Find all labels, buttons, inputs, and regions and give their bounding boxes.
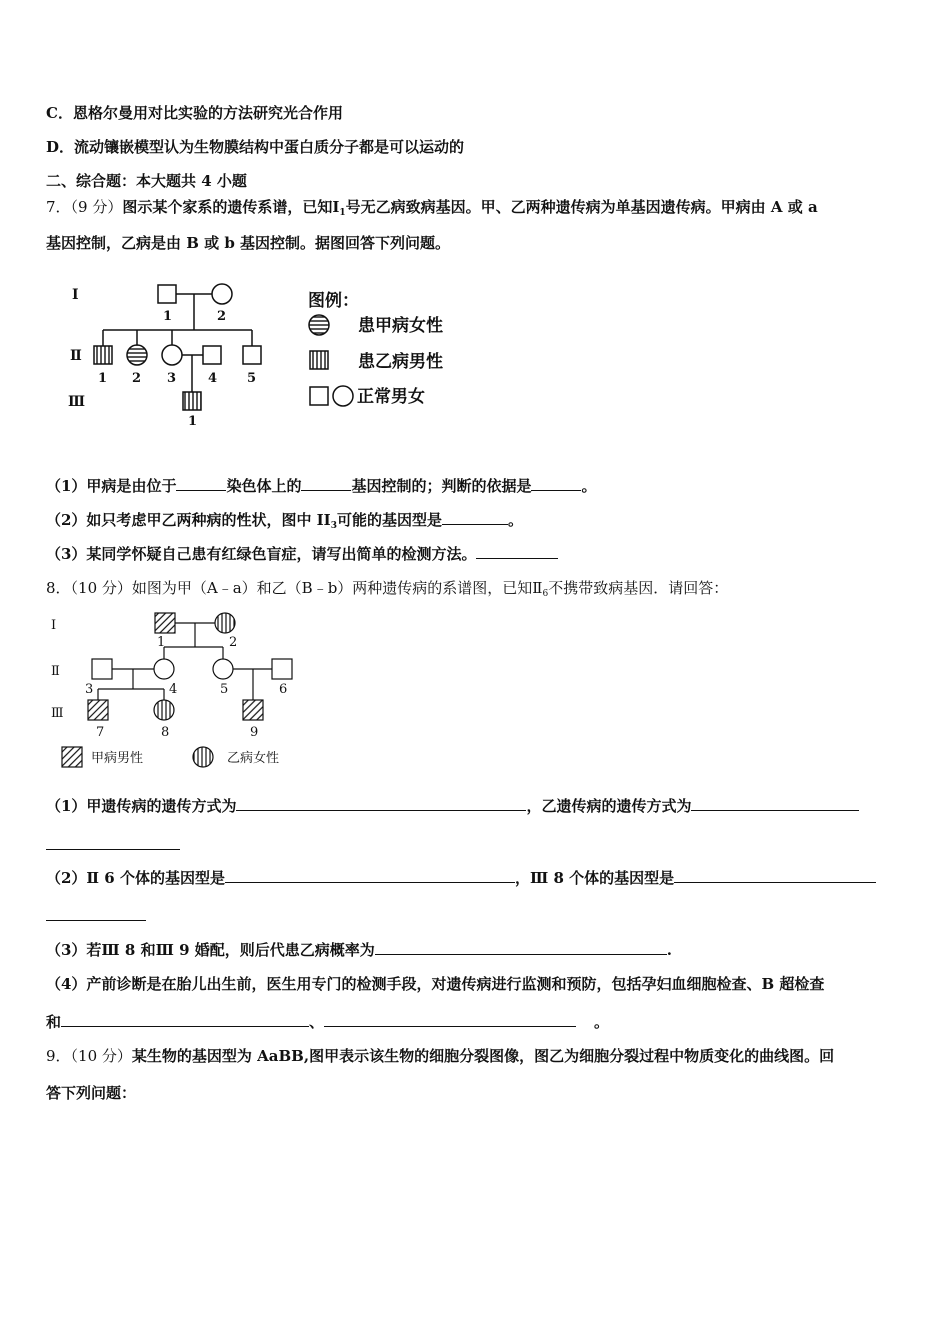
q8-gen-label: Ⅱ	[51, 664, 60, 679]
answer-blank[interactable]	[476, 544, 558, 559]
q7-gen-label: Ⅱ	[70, 348, 82, 364]
q8-II6-male	[272, 659, 292, 679]
q7-II1-affected-male	[94, 346, 112, 364]
q8-I1-affected-male	[155, 613, 175, 633]
q8-I2-affected-female	[215, 613, 235, 633]
q8-p4-text-d: 。	[594, 1013, 610, 1031]
q7-p2-text-c: 。	[507, 511, 523, 529]
q7-number-label: 2	[217, 309, 227, 324]
q7-number-label: 4	[208, 371, 218, 386]
q8-part3	[46, 940, 672, 960]
q7-score: （9 分）	[70, 198, 123, 216]
option-d-text: 流动镶嵌模型认为生物膜结构中蛋白质分子都是可以运动的	[74, 138, 465, 156]
q7-p1-text-d: 。	[581, 477, 597, 495]
q8-legend-label: 乙病女性	[227, 751, 280, 766]
answer-blank[interactable]	[531, 476, 581, 491]
q7-I1-male	[158, 285, 176, 303]
q7-gen-label: Ⅰ	[72, 287, 79, 303]
q8-number: 8．	[46, 579, 71, 597]
q8-number-label: 8	[161, 725, 170, 740]
q8-gen-label: Ⅲ	[51, 706, 64, 721]
q7-legend-square-symbol	[310, 387, 328, 405]
q8-p1-text-a: （1）甲遗传病的遗传方式为	[46, 797, 237, 815]
q7-number: 7．	[46, 198, 71, 216]
q8-gen-label: Ⅰ	[51, 618, 57, 633]
q9-stem-line2: 答下列问题：	[46, 1084, 137, 1102]
q7-legend-label: 正常男女	[357, 387, 425, 407]
q9-stem-line1	[46, 1046, 834, 1066]
q7-p2-text-b: 可能的基因型是	[336, 511, 442, 529]
q8-p2-text-b: ，Ⅲ 8 个体的基因型是	[514, 869, 675, 887]
answer-blank[interactable]	[46, 905, 146, 921]
q7-legend-title: 图例：	[308, 291, 359, 311]
q8-p3-text-b: .	[666, 941, 672, 959]
q7-stem-text-a: 图示某个家系的遗传系谱，已知Ⅰ	[122, 198, 340, 216]
option-c-text: 恩格尔曼用对比实验的方法研究光合作用	[72, 104, 343, 122]
q9-stem-text: 某生物的基因型为 AaBB,图甲表示该生物的细胞分裂图像，图乙为细胞分裂过程中物质变化的曲线图。回	[131, 1047, 835, 1065]
q8-number-label: 1	[157, 635, 166, 650]
section-title: 二、综合题：本大题共 4 小题	[46, 172, 247, 190]
q7-II3-female	[162, 345, 182, 365]
q8-legend-female-symbol	[193, 747, 213, 767]
q8-stem-text-b: 不携带致病基因．请回答：	[548, 579, 729, 597]
q8-part4-line2	[46, 1012, 609, 1032]
q8-number-label: 9	[250, 725, 259, 740]
q7-p2-sub: 3	[330, 521, 337, 531]
q8-number-label: 3	[85, 682, 94, 697]
q7-legend-label: 患甲病女性	[358, 316, 443, 336]
q8-part1	[46, 796, 859, 816]
q8-p4-text-c: 、	[309, 1013, 325, 1031]
q7-p3-text: （3）某同学怀疑自己患有红绿色盲症，请写出简单的检测方法。	[46, 545, 477, 563]
q8-II4-female	[154, 659, 174, 679]
q9-number: 9．	[46, 1047, 71, 1065]
answer-blank[interactable]	[236, 796, 526, 811]
q7-pedigree-figure	[60, 280, 480, 430]
q7-stem-sub: 1	[339, 208, 346, 218]
q8-number-label: 6	[279, 682, 288, 697]
q7-number-label: 3	[167, 371, 177, 386]
q8-legend-label: 甲病男性	[91, 751, 144, 766]
q7-number-label: 1	[98, 371, 108, 386]
q8-p1-text-b: ，乙遗传病的遗传方式为	[526, 797, 692, 815]
q8-p3-text-a: （3）若Ⅲ 8 和Ⅲ 9 婚配，则后代患乙病概率为	[46, 941, 375, 959]
q8-p4-text-b: 和	[46, 1013, 62, 1031]
q7-legend-circle-symbol	[333, 386, 353, 406]
q7-stem-text-b: 号无乙病致病基因。甲、乙两种遗传病为单基因遗传病。甲病由 A 或 a	[345, 198, 818, 216]
q7-legend-label: 患乙病男性	[358, 352, 443, 372]
q8-pedigree-figure	[45, 605, 315, 775]
q8-number-label: 4	[169, 682, 178, 697]
q8-stem-text-a: 如图为甲（A﹣a）和乙（B﹣b）两种遗传病的系谱图，已知Ⅱ	[131, 579, 543, 597]
q7-legend-male-stripe-symbol	[310, 351, 328, 369]
answer-blank[interactable]	[442, 510, 508, 525]
answer-blank[interactable]	[674, 868, 876, 883]
q7-part1	[46, 476, 597, 496]
q7-legend-female-stripe-symbol	[309, 315, 329, 335]
q7-III1-affected-male	[183, 392, 201, 410]
q8-III9-affected-male	[243, 700, 263, 720]
q7-part3	[46, 544, 558, 564]
answer-blank[interactable]	[46, 834, 180, 850]
q7-I2-female	[212, 284, 232, 304]
option-c-letter: C．	[46, 104, 73, 122]
option-d	[46, 137, 464, 157]
q7-number-label: 5	[247, 371, 257, 386]
option-c	[46, 103, 343, 123]
q7-p1-text-a: （1）甲病是由位于	[46, 477, 177, 495]
answer-blank[interactable]	[375, 940, 667, 955]
q7-gen-label: Ⅲ	[68, 394, 86, 410]
q7-stem-line1	[46, 197, 818, 223]
q8-number-label: 7	[96, 725, 105, 740]
q7-II5-male	[243, 346, 261, 364]
q8-II5-female	[213, 659, 233, 679]
q8-III7-affected-male	[88, 700, 108, 720]
q9-score: （10 分）	[70, 1047, 132, 1065]
q7-II2-affected-female	[127, 345, 147, 365]
q7-II4-male	[203, 346, 221, 364]
q8-legend-male-symbol	[62, 747, 82, 767]
q7-part2	[46, 510, 523, 536]
q8-number-label: 5	[220, 682, 229, 697]
answer-blank[interactable]	[324, 1012, 576, 1027]
q7-p1-text-c: 基因控制的；判断的依据是	[351, 477, 532, 495]
q8-part2	[46, 868, 876, 888]
q7-number-label: 2	[132, 371, 142, 386]
q8-III8-affected-female	[154, 700, 174, 720]
q7-number-label: 1	[163, 309, 173, 324]
q7-p2-text-a: （2）如只考虑甲乙两种病的性状，图中 II	[46, 511, 331, 529]
q8-number-label: 2	[229, 635, 238, 650]
q7-number-label: 1	[188, 414, 198, 429]
answer-blank[interactable]	[301, 476, 351, 491]
q8-stem	[46, 578, 728, 604]
q7-stem-line2: 基因控制，乙病是由 B 或 b 基因控制。据图回答下列问题。	[46, 234, 451, 252]
q8-II3-male	[92, 659, 112, 679]
q7-p1-text-b: 染色体上的	[226, 477, 302, 495]
q8-stem-sub: 6	[542, 589, 549, 599]
q8-p2-text-a: （2）Ⅱ 6 个体的基因型是	[46, 869, 225, 887]
answer-blank[interactable]	[61, 1012, 309, 1027]
q8-part4-line1: （4）产前诊断是在胎儿出生前，医生用专门的检测手段，对遗传病进行监测和预防，包括孕妇血细胞检查、B 超检查	[46, 975, 825, 993]
q8-score: （10 分）	[70, 579, 132, 597]
option-d-letter: D．	[46, 138, 75, 156]
answer-blank[interactable]	[176, 476, 226, 491]
answer-blank[interactable]	[691, 796, 859, 811]
answer-blank[interactable]	[225, 868, 515, 883]
